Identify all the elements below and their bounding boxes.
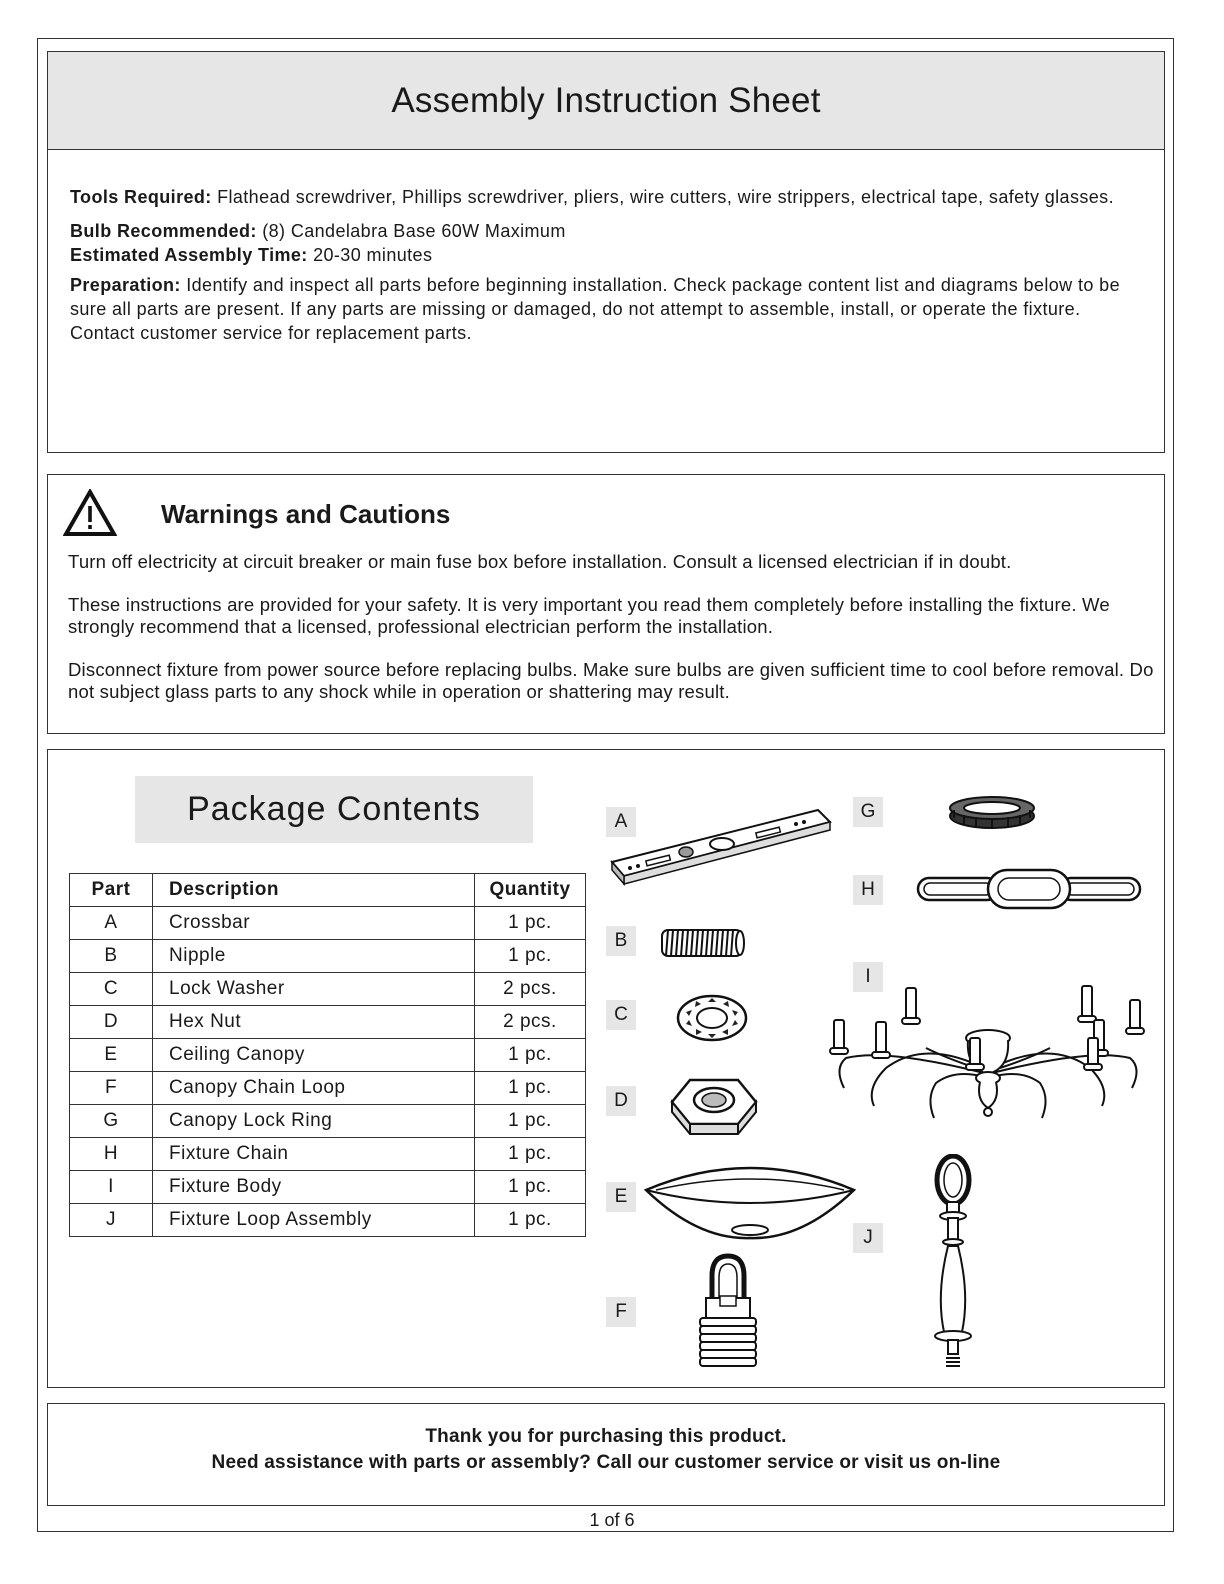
warning-paragraph: Disconnect fixture from power source before replacing bulbs. Make sure bulbs are given sufficient time to cool before removal. Do not subject glass parts to any shock while in operation or shattering may result. — [68, 659, 1154, 702]
general-info — [70, 185, 1140, 355]
prep-label: Preparation: — [70, 275, 181, 295]
part-description: Crossbar — [153, 907, 475, 940]
part-label-a: A — [606, 807, 636, 837]
assembly-time — [70, 243, 1140, 267]
fixture-chain-icon — [914, 866, 1144, 914]
fixture-body-icon — [826, 978, 1150, 1146]
crossbar-icon — [606, 800, 838, 898]
table-header-row — [70, 874, 586, 907]
part-label-e: E — [606, 1182, 636, 1212]
table-row — [70, 1006, 586, 1039]
part-letter: G — [70, 1105, 153, 1138]
part-label-d: D — [606, 1086, 636, 1116]
bulb-recommended — [70, 219, 1140, 243]
canopy-chain-loop-icon — [694, 1252, 762, 1370]
part-letter: D — [70, 1006, 153, 1039]
bulb-value: (8) Candelabra Base 60W Maximum — [256, 221, 566, 241]
part-description: Lock Washer — [153, 973, 475, 1006]
table-row — [70, 940, 586, 973]
tools-value: Flathead screwdriver, Phillips screwdriver, pliers, wire cutters, wire strippers, electrical tape, safety glasses. — [211, 187, 1114, 207]
warning-triangle-icon — [63, 489, 117, 537]
part-quantity: 1 pc. — [475, 1039, 586, 1072]
part-quantity: 1 pc. — [475, 1171, 586, 1204]
part-label-h: H — [853, 875, 883, 905]
table-row — [70, 1138, 586, 1171]
package-contents-title: Package Contents — [135, 776, 533, 843]
part-description: Nipple — [153, 940, 475, 973]
part-label-g: G — [853, 797, 883, 827]
page-number: 1 of 6 — [589, 1510, 635, 1530]
part-letter: H — [70, 1138, 153, 1171]
table-row — [70, 1072, 586, 1105]
table-row — [70, 1105, 586, 1138]
ceiling-canopy-icon — [642, 1160, 858, 1244]
part-letter: J — [70, 1204, 153, 1237]
table-row — [70, 1204, 586, 1237]
table-row — [70, 1039, 586, 1072]
tools-required — [70, 185, 1140, 209]
part-letter: A — [70, 907, 153, 940]
part-description: Fixture Loop Assembly — [153, 1204, 475, 1237]
fixture-loop-assembly-icon — [918, 1154, 988, 1374]
part-letter: C — [70, 973, 153, 1006]
part-label-i: I — [853, 962, 883, 992]
part-quantity: 1 pc. — [475, 940, 586, 973]
warnings-text — [68, 551, 1158, 724]
title-bar — [48, 52, 1164, 150]
hex-nut-icon — [668, 1072, 760, 1140]
preparation — [70, 273, 1140, 345]
part-description: Hex Nut — [153, 1006, 475, 1039]
package-contents-section — [47, 749, 1165, 1388]
part-description: Canopy Lock Ring — [153, 1105, 475, 1138]
part-label-c: C — [606, 1000, 636, 1030]
bulb-label: Bulb Recommended: — [70, 221, 257, 241]
footer-section — [47, 1403, 1165, 1506]
part-letter: B — [70, 940, 153, 973]
part-quantity: 1 pc. — [475, 1072, 586, 1105]
warnings-title: Warnings and Cautions — [161, 499, 451, 529]
column-header-part: Part — [70, 874, 153, 907]
table-row — [70, 1171, 586, 1204]
footer-thank-you: Thank you for purchasing this product. — [425, 1426, 787, 1447]
table-row — [70, 973, 586, 1006]
table-row — [70, 907, 586, 940]
part-quantity: 1 pc. — [475, 1204, 586, 1237]
part-quantity: 1 pc. — [475, 1138, 586, 1171]
warning-paragraph: These instructions are provided for your safety. It is very important you read them completely before installing the fixture. We strongly recommend that a licensed, professional electrician perform the installation. — [68, 594, 1110, 637]
part-quantity: 1 pc. — [475, 907, 586, 940]
instruction-header-section — [47, 51, 1165, 453]
part-label-b: B — [606, 926, 636, 956]
canopy-lock-ring-icon — [946, 794, 1038, 832]
part-letter: E — [70, 1039, 153, 1072]
time-label: Estimated Assembly Time: — [70, 245, 308, 265]
part-letter: I — [70, 1171, 153, 1204]
part-label-j: J — [853, 1223, 883, 1253]
part-description: Ceiling Canopy — [153, 1039, 475, 1072]
part-letter: F — [70, 1072, 153, 1105]
part-quantity: 2 pcs. — [475, 973, 586, 1006]
column-header-description: Description — [153, 874, 475, 907]
part-description: Canopy Chain Loop — [153, 1072, 475, 1105]
page-title: Assembly Instruction Sheet — [391, 80, 821, 120]
part-quantity: 1 pc. — [475, 1105, 586, 1138]
lock-washer-icon — [672, 990, 752, 1046]
warning-paragraph: Turn off electricity at circuit breaker or main fuse box before installation. Consult a licensed electrician if in doubt. — [68, 551, 1012, 572]
column-header-quantity: Quantity — [475, 874, 586, 907]
part-description: Fixture Chain — [153, 1138, 475, 1171]
part-label-f: F — [606, 1297, 636, 1327]
part-description: Fixture Body — [153, 1171, 475, 1204]
prep-value: Identify and inspect all parts before beginning installation. Check package content list and diagrams below to be sure all parts are present. If any parts are missing or damaged, do not attempt to assemble, install, or operate the fixture. Contact customer service for replacement parts. — [70, 275, 1120, 343]
time-value: 20-30 minutes — [307, 245, 433, 265]
part-quantity: 2 pcs. — [475, 1006, 586, 1039]
tools-label: Tools Required: — [70, 187, 212, 207]
footer-assistance: Need assistance with parts or assembly? Call our customer service or visit us on-line — [211, 1452, 1001, 1473]
nipple-icon — [656, 924, 748, 964]
parts-table — [69, 873, 586, 1237]
warnings-section — [47, 474, 1165, 734]
